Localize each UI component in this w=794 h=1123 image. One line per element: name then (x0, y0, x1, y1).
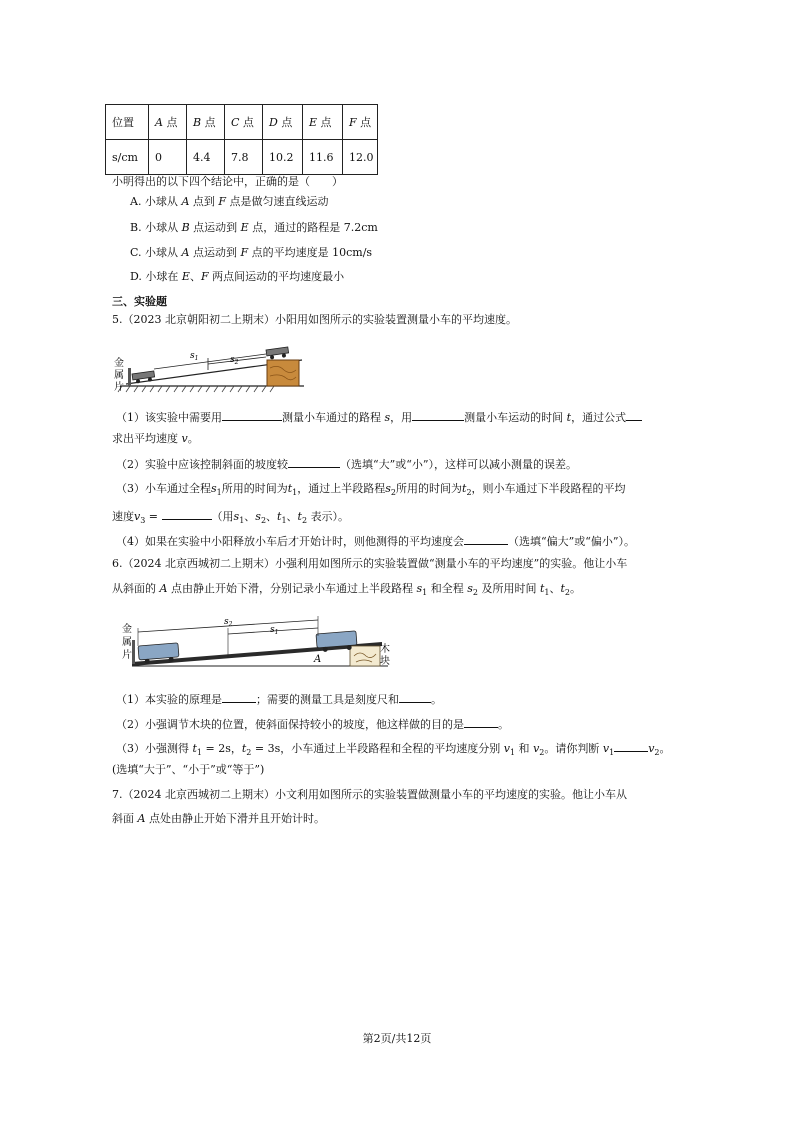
q4-option-b: B. 小球从 B 点运动到 E 点，通过的路程是 7.2cm (130, 221, 378, 234)
s1-label: $s_1$ (190, 351, 199, 362)
q5-title: 5.（2023 北京朝阳初二上期末）小阳用如图所示的实验装置测量小车的平均速度。 (112, 313, 517, 326)
table-header-cell: A 点 (149, 105, 187, 140)
table-cell: 10.2 (263, 140, 303, 175)
q4-option-a: A. 小球从 A 点到 F 点是做匀速直线运动 (130, 195, 329, 208)
q6-part3: （3）小强测得 $t_1 = 2s$，$t_2 = 3s$，小车通过上半段路程和全程的平均速度分别 $v_1$ 和 $v_2$。请你判断 $v_1$ $v_2$。 (116, 742, 671, 758)
q6-incline-figure (118, 612, 394, 672)
table-header-cell: E 点 (303, 105, 343, 140)
q6-part3-note: (选填“大于”、“小于”或“等于”) (112, 763, 265, 776)
q7-line1: 7.（2024 北京西城初二上期末）小文利用如图所示的实验装置做测量小车的平均速度的实验。他让小车从 (112, 788, 627, 801)
metal-plate-label: 金 (122, 624, 132, 635)
q5-incline-figure (112, 338, 312, 396)
table-header-row (106, 105, 378, 140)
position-table (105, 104, 378, 175)
q7-line2: 斜面 A 点处由静止开始下滑并且开始计时。 (112, 812, 325, 825)
table-header-cell: C 点 (225, 105, 263, 140)
q5-part4: （4）如果在实验中小阳释放小车后才开始计时，则他测得的平均速度会 （选填“偏大”或“偏小”）。 (116, 535, 635, 548)
q5-part3-cont: 速度$v_3$ = （用$s_1$、$s_2$、$t_1$、$t_2$ 表示）。 (112, 510, 350, 526)
s1-label: $s_1$ (270, 625, 279, 636)
wood-block-label: 块 (380, 656, 390, 667)
q4-option-c: C. 小球从 A 点运动到 F 点的平均速度是 10cm/s (130, 246, 373, 259)
q6-title-line2: 从斜面的 A 点由静止开始下滑，分别记录小车通过上半段路程 $s_1$ 和全程 $s_2$ 及所用时间 $t_1$、$t_2$。 (112, 582, 581, 598)
table-cell: 0 (149, 140, 187, 175)
q4-stem: 小明得出的以下四个结论中，正确的是（ ） (112, 175, 343, 188)
metal-plate-label: 属 (122, 637, 132, 648)
metal-plate-label: 片 (114, 382, 124, 393)
table-cell: s/cm (106, 140, 149, 175)
table-cell: 12.0 (343, 140, 378, 175)
metal-plate-label: 属 (114, 370, 124, 381)
point-a-label: A (314, 654, 322, 665)
table-header-cell: 位置 (106, 105, 149, 140)
s2-label: $s_2$ (224, 617, 233, 628)
table-cell: 7.8 (225, 140, 263, 175)
table-header-cell: F 点 (343, 105, 378, 140)
q4-option-d: D. 小球在 E、F 两点间运动的平均速度最小 (130, 270, 345, 283)
metal-plate-label: 金 (114, 358, 124, 369)
page-footer: 第2页/共12页 (362, 1032, 432, 1045)
section-heading: 三、实验题 (112, 295, 167, 308)
table-row (106, 140, 378, 175)
q6-part1: （1）本实验的原理是 ；需要的测量工具是刻度尺和 。 (116, 693, 442, 706)
table-header-cell: D 点 (263, 105, 303, 140)
metal-plate-label: 片 (122, 650, 132, 661)
q5-part3: （3）小车通过全程$s_1$所用的时间为$t_1$，通过上半段路程$s_2$所用的时间为$t_2$，则小车通过下半段路程的平均 (116, 482, 626, 498)
q6-title-line1: 6.（2024 北京西城初二上期末）小强利用如图所示的实验装置做“测量小车的平均速度”的实验。他让小车 (112, 557, 628, 570)
q6-part2: （2）小强调节木块的位置，使斜面保持较小的坡度，他这样做的目的是 。 (116, 718, 509, 731)
q5-part1: （1）该实验中需要用 测量小车通过的路程 s，用 测量小车运动的时间 t，通过公式 (116, 409, 642, 425)
q5-part2: （2）实验中应该控制斜面的坡度较 （选填“大”或“小”），这样可以减小测量的误差。 (116, 458, 577, 471)
table-cell: 11.6 (303, 140, 343, 175)
table-cell: 4.4 (187, 140, 225, 175)
table-header-cell: B 点 (187, 105, 225, 140)
s2-label: $s_2$ (230, 355, 239, 366)
wood-block-label: 木 (380, 644, 390, 655)
q5-part1-cont: 求出平均速度 v。 (112, 432, 199, 445)
